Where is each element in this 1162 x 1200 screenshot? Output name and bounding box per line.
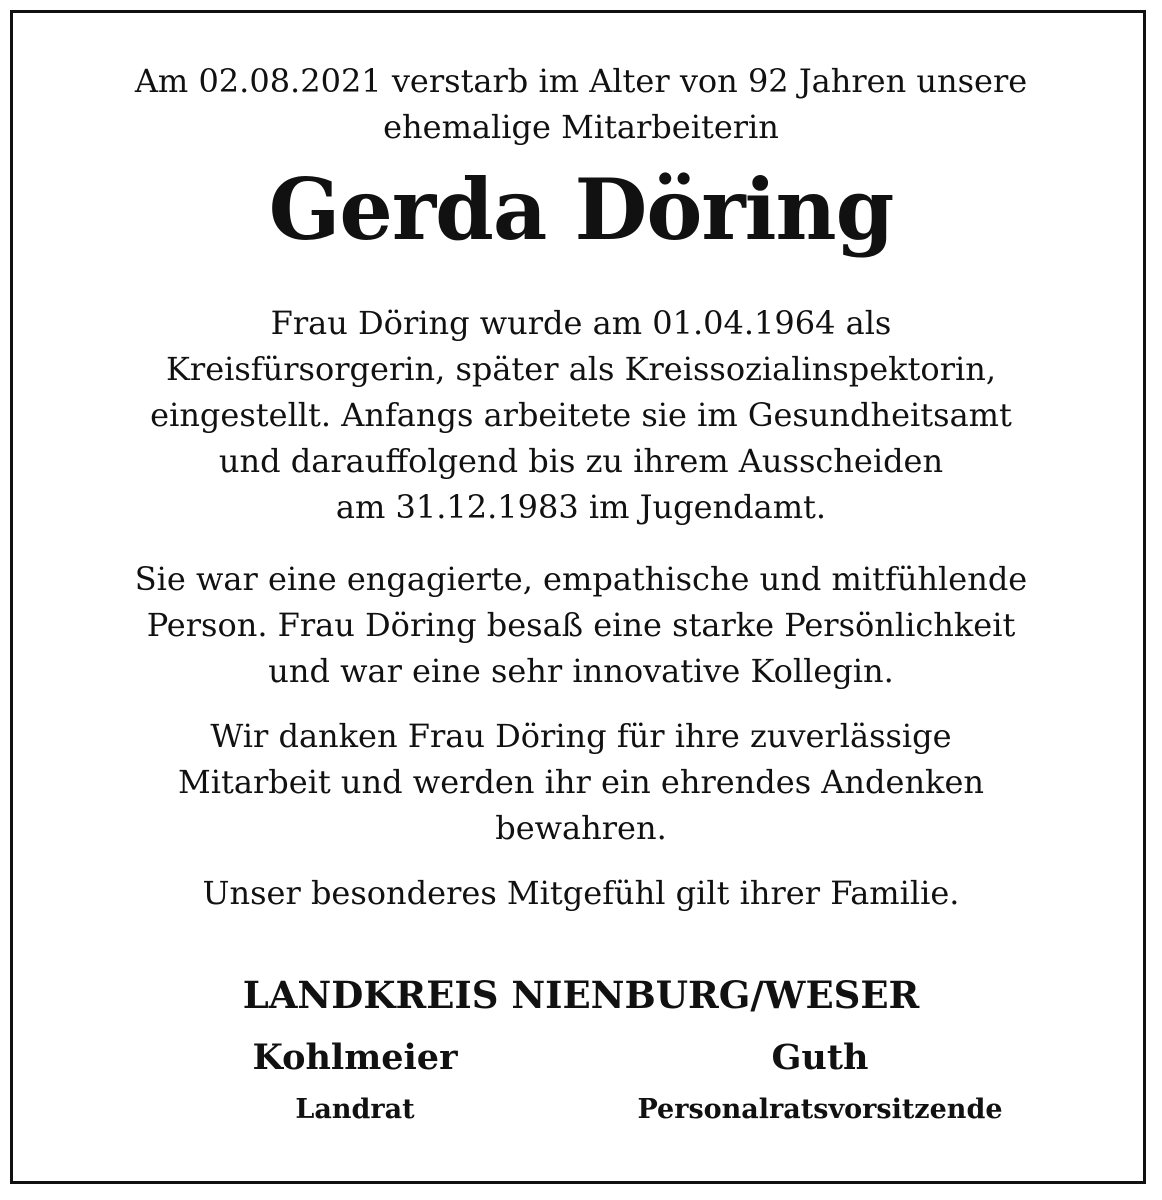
text-line: Unser besonderes Mitgefühl gilt ihrer Familie.	[202, 874, 960, 912]
text-line: Wir danken Frau Döring für ihre zuverlässige	[210, 717, 952, 755]
paragraph-character	[40, 556, 1122, 694]
signatory-name: Kohlmeier	[252, 1037, 458, 1078]
signatory-right	[600, 1032, 1040, 1130]
intro-text	[40, 58, 1122, 150]
intro-line: ehemalige Mitarbeiterin	[383, 108, 779, 146]
text-line: Sie war eine engagierte, empathische und mitfühlende	[134, 560, 1028, 598]
paragraph-career	[40, 300, 1122, 530]
text-line: Kreisfürsorgerin, später als Kreissozialinspektorin,	[166, 350, 996, 388]
text-line: und darauffolgend bis zu ihrem Ausscheiden	[218, 442, 944, 480]
signatory-role: Landrat	[295, 1094, 415, 1125]
intro-line: Am 02.08.2021 verstarb im Alter von 92 Jahren unsere	[134, 62, 1028, 100]
text-line: Mitarbeit und werden ihr ein ehrendes Andenken	[178, 763, 984, 801]
paragraph-thanks	[40, 713, 1122, 851]
deceased-name: Gerda Döring	[268, 160, 894, 259]
text-line: Frau Döring wurde am 01.04.1964 als	[270, 304, 892, 342]
text-line: Person. Frau Döring besaß eine starke Persönlichkeit	[146, 606, 1016, 644]
paragraph-condolence	[40, 870, 1122, 916]
signatory-role: Personalratsvorsitzende	[637, 1094, 1003, 1125]
organization-name: LANDKREIS NIENBURG/WESER	[242, 973, 920, 1017]
text-line: und war eine sehr innovative Kollegin.	[268, 652, 894, 690]
text-line: am 31.12.1983 im Jugendamt.	[335, 488, 827, 526]
signatory-left	[180, 1032, 530, 1130]
signatory-name: Guth	[771, 1037, 869, 1078]
text-line: bewahren.	[495, 809, 667, 847]
text-line: eingestellt. Anfangs arbeitete sie im Gesundheitsamt	[150, 396, 1012, 434]
